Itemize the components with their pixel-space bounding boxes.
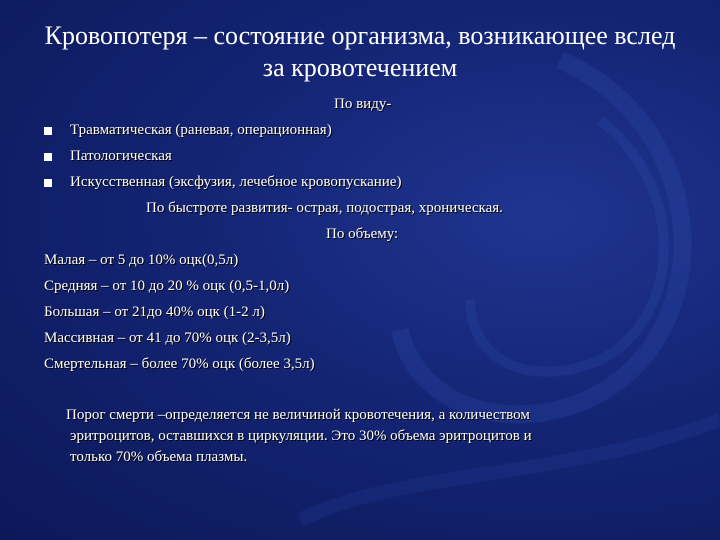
slide-title (0, 20, 720, 84)
title-line-2: за кровотечением (262, 53, 458, 82)
volume-item-4: Массивная – от 41 до 70% оцк (2-3,5л) (44, 330, 291, 346)
bullet-square-icon (44, 127, 52, 135)
bullet-square-icon (44, 153, 52, 161)
volume-heading: По объему: (326, 226, 399, 242)
type-item-2: Патологическая (70, 148, 172, 164)
volume-item-5: Смертельная – более 70% оцк (более 3,5л) (44, 356, 315, 372)
speed-line: По быстроте развития- острая, подострая, хроническая. (146, 200, 503, 216)
bullet-square-icon (44, 179, 52, 187)
threshold-paragraph (66, 405, 686, 468)
threshold-line-2: эритроцитов, оставшихся в циркуляции. Это 30% объема эритроцитов и (70, 428, 532, 444)
volume-item-3: Большая – от 21до 40% оцк (1-2 л) (44, 304, 265, 320)
type-item-3: Искусственная (эксфузия, лечебное кровопускание) (70, 174, 402, 190)
volume-item-2: Средняя – от 10 до 20 % оцк (0,5-1,0л) (44, 278, 290, 294)
title-line-1: Кровопотеря – состояние организма, возникающее вслед (44, 21, 676, 50)
threshold-line-1: Порог смерти –определяется не величиной кровотечения, а количеством (66, 407, 530, 423)
type-item-1: Травматическая (раневая, операционная) (70, 122, 332, 138)
threshold-line-3: только 70% объема плазмы. (70, 449, 248, 465)
volume-item-1: Малая – от 5 до 10% оцк(0,5л) (44, 252, 239, 268)
type-heading: По виду- (334, 96, 392, 112)
